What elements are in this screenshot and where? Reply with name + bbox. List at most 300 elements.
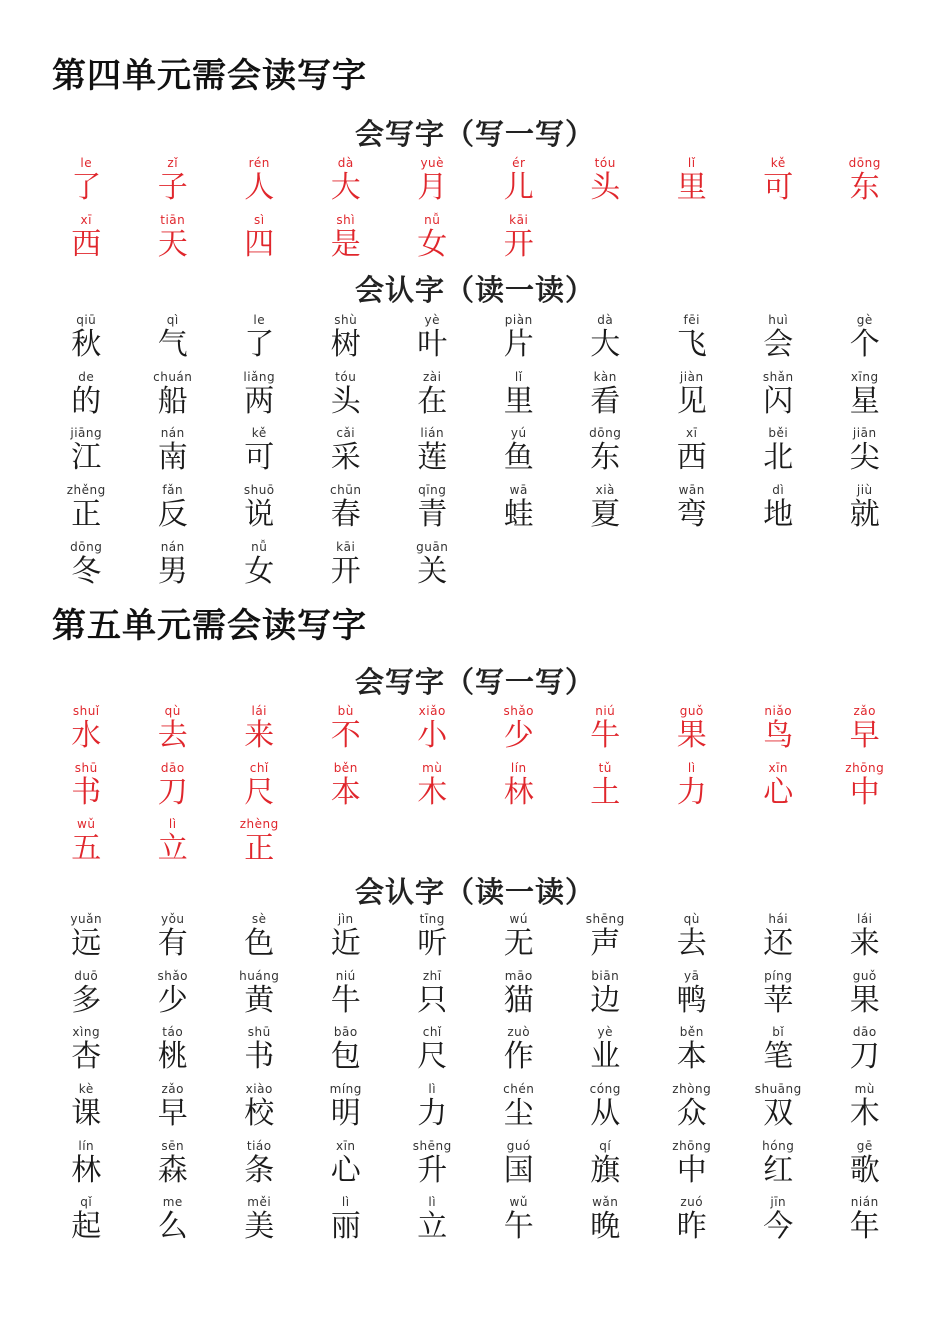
char-cell — [130, 761, 217, 818]
hanzi: 闪 — [763, 383, 794, 419]
char-cell — [43, 213, 130, 270]
char-cell — [216, 817, 303, 874]
hanzi: 反 — [157, 497, 188, 533]
pinyin: dōng — [589, 426, 622, 441]
hanzi: 头 — [330, 383, 361, 419]
char-cell — [43, 969, 130, 1026]
hanzi: 女 — [417, 226, 448, 262]
pinyin: xiǎo — [418, 704, 446, 718]
hanzi: 就 — [849, 497, 880, 533]
char-cell — [476, 1025, 563, 1082]
pinyin: shuǐ — [72, 704, 100, 718]
pinyin: dōng — [848, 156, 881, 170]
pinyin: shǎo — [157, 968, 189, 983]
char-cell — [303, 969, 390, 1026]
char-cell — [389, 1025, 476, 1082]
char-cell — [43, 1025, 130, 1082]
char-cell — [130, 704, 217, 761]
hanzi: 五 — [71, 831, 102, 867]
hanzi: 片 — [503, 327, 534, 362]
hanzi: 来 — [849, 926, 880, 961]
char-cell — [822, 426, 909, 483]
char-cell — [822, 370, 909, 427]
hanzi: 的 — [71, 383, 102, 419]
hanzi: 里 — [503, 383, 534, 419]
pinyin: zhèng — [239, 817, 279, 832]
pinyin: dōng — [70, 539, 103, 554]
char-cell — [649, 1082, 736, 1139]
char-cell — [43, 156, 130, 213]
hanzi: 国 — [503, 1152, 534, 1188]
char-cell — [649, 704, 736, 761]
pinyin: xìng — [72, 1025, 101, 1040]
hanzi: 子 — [157, 170, 188, 205]
hanzi: 森 — [157, 1152, 188, 1188]
char-cell — [562, 912, 649, 969]
pinyin: niú — [595, 704, 616, 718]
char-cell — [303, 1025, 390, 1082]
char-cell — [303, 370, 390, 427]
hanzi: 叶 — [417, 327, 448, 362]
char-cell — [562, 1082, 649, 1139]
char-cell — [216, 370, 303, 427]
pinyin: tiáo — [246, 1138, 272, 1153]
hanzi: 课 — [71, 1096, 102, 1132]
pinyin: le — [253, 313, 266, 327]
pinyin: yú — [510, 426, 527, 441]
char-cell — [389, 704, 476, 761]
char-cell — [649, 1195, 736, 1252]
char-cell — [562, 426, 649, 483]
pinyin: lǐ — [514, 369, 523, 384]
pinyin: liǎng — [243, 369, 276, 384]
char-cell — [303, 1139, 390, 1196]
hanzi: 蛙 — [503, 497, 534, 533]
pinyin: jīn — [770, 1195, 787, 1210]
pinyin: niǎo — [764, 704, 793, 718]
pinyin: hóng — [762, 1138, 795, 1153]
unit4-write-title: 会写字（写一写） — [354, 117, 595, 151]
pinyin: gē — [856, 1138, 873, 1153]
char-cell — [735, 969, 822, 1026]
hanzi: 明 — [330, 1096, 361, 1132]
hanzi: 杏 — [71, 1039, 102, 1075]
hanzi: 牛 — [330, 982, 361, 1018]
hanzi: 作 — [503, 1039, 534, 1075]
char-cell — [43, 483, 130, 540]
hanzi: 本 — [676, 1039, 707, 1075]
char-cell — [216, 1139, 303, 1196]
char-cell — [130, 213, 217, 270]
pinyin: běn — [679, 1025, 704, 1040]
hanzi: 从 — [590, 1096, 621, 1132]
char-cell — [822, 1139, 909, 1196]
hanzi: 人 — [244, 170, 275, 205]
hanzi: 可 — [763, 170, 794, 205]
pinyin: míng — [329, 1082, 362, 1097]
char-cell — [130, 912, 217, 969]
char-cell — [389, 540, 476, 597]
pinyin: mù — [422, 760, 443, 775]
hanzi: 歌 — [849, 1152, 880, 1188]
char-cell — [130, 1082, 217, 1139]
char-cell — [822, 313, 909, 370]
char-cell — [476, 313, 563, 370]
pinyin: shì — [336, 212, 356, 227]
char-cell — [389, 313, 476, 370]
hanzi: 牛 — [590, 718, 621, 753]
hanzi: 林 — [71, 1152, 102, 1188]
hanzi: 夏 — [590, 497, 621, 533]
pinyin: zǎo — [853, 704, 876, 718]
char-cell — [562, 370, 649, 427]
char-cell — [216, 156, 303, 213]
char-cell — [216, 313, 303, 370]
char-cell — [562, 313, 649, 370]
hanzi: 头 — [590, 170, 621, 205]
hanzi: 儿 — [503, 170, 534, 205]
hanzi: 包 — [330, 1039, 361, 1075]
hanzi: 校 — [244, 1096, 275, 1132]
unit5-write-title: 会写字（写一写） — [354, 665, 595, 699]
char-cell — [735, 313, 822, 370]
pinyin: gè — [856, 313, 873, 327]
hanzi: 众 — [676, 1096, 707, 1132]
hanzi: 中 — [676, 1152, 707, 1188]
pinyin: shū — [247, 1025, 271, 1040]
pinyin: shǎn — [762, 369, 794, 384]
char-cell — [735, 426, 822, 483]
char-cell — [216, 912, 303, 969]
pinyin: wā — [509, 483, 528, 498]
hanzi: 是 — [330, 226, 361, 262]
hanzi: 女 — [244, 553, 275, 589]
hanzi: 昨 — [676, 1209, 707, 1245]
pinyin: sì — [253, 212, 265, 227]
pinyin: jiāng — [70, 426, 103, 441]
char-cell — [303, 912, 390, 969]
char-cell — [735, 704, 822, 761]
char-cell — [735, 761, 822, 818]
hanzi: 声 — [590, 926, 621, 961]
char-cell — [649, 370, 736, 427]
char-cell — [130, 313, 217, 370]
hanzi: 少 — [503, 718, 534, 753]
pinyin: táo — [162, 1025, 184, 1040]
pinyin: qí — [599, 1138, 612, 1153]
pinyin: piàn — [504, 313, 533, 327]
char-cell — [649, 1025, 736, 1082]
char-cell — [389, 156, 476, 213]
pinyin: cǎi — [336, 426, 356, 441]
hanzi: 旗 — [590, 1152, 621, 1188]
char-cell — [303, 540, 390, 597]
hanzi: 说 — [244, 497, 275, 533]
hanzi: 船 — [157, 383, 188, 419]
char-cell — [562, 483, 649, 540]
pinyin: qù — [683, 912, 700, 926]
pinyin: xī — [686, 426, 698, 441]
char-cell — [562, 969, 649, 1026]
hanzi: 早 — [157, 1096, 188, 1132]
hanzi: 还 — [763, 926, 794, 961]
char-cell — [216, 761, 303, 818]
pinyin: měi — [247, 1195, 272, 1210]
char-cell — [562, 1195, 649, 1252]
hanzi: 莲 — [417, 440, 448, 476]
hanzi: 刀 — [157, 774, 188, 810]
hanzi: 刀 — [849, 1039, 880, 1075]
pinyin: dì — [772, 483, 785, 498]
pinyin: dà — [337, 156, 354, 170]
char-cell — [43, 426, 130, 483]
hanzi: 鱼 — [503, 440, 534, 476]
char-cell — [216, 1082, 303, 1139]
unit4-title: 第四单元需会读写字 — [52, 56, 367, 96]
hanzi: 会 — [763, 327, 794, 362]
pinyin: tǔ — [598, 760, 612, 775]
char-cell — [649, 912, 736, 969]
hanzi: 土 — [590, 774, 621, 810]
char-cell — [130, 156, 217, 213]
pinyin: shù — [334, 313, 358, 327]
hanzi: 力 — [417, 1096, 448, 1132]
hanzi: 开 — [330, 553, 361, 589]
pinyin: kě — [251, 426, 267, 441]
unit4-write-grid — [43, 156, 908, 269]
pinyin: běi — [768, 426, 789, 441]
hanzi: 东 — [590, 440, 621, 476]
pinyin: māo — [504, 968, 533, 983]
char-cell — [389, 370, 476, 427]
char-cell — [735, 483, 822, 540]
char-cell — [735, 370, 822, 427]
pinyin: nián — [850, 1195, 879, 1210]
pinyin: nǚ — [251, 539, 268, 554]
char-cell — [822, 1195, 909, 1252]
pinyin: lì — [168, 817, 177, 832]
char-cell — [130, 1025, 217, 1082]
pinyin: sēn — [161, 1138, 185, 1153]
char-cell — [303, 426, 390, 483]
unit5-read-title: 会认字（读一读） — [354, 875, 595, 909]
char-cell — [476, 1139, 563, 1196]
pinyin: zǎo — [161, 1082, 184, 1097]
hanzi: 么 — [157, 1209, 188, 1245]
char-cell — [130, 1139, 217, 1196]
char-cell — [476, 156, 563, 213]
pinyin: duō — [74, 968, 99, 983]
char-cell — [389, 969, 476, 1026]
char-cell — [562, 1139, 649, 1196]
char-cell — [303, 483, 390, 540]
hanzi: 晚 — [590, 1209, 621, 1245]
char-cell — [649, 426, 736, 483]
unit4-read-grid — [43, 313, 908, 596]
hanzi: 弯 — [676, 497, 707, 533]
hanzi: 果 — [676, 718, 707, 753]
pinyin: zhōng — [672, 1138, 712, 1153]
hanzi: 男 — [157, 553, 188, 589]
pinyin: bǐ — [772, 1025, 785, 1040]
char-cell — [476, 1082, 563, 1139]
char-cell — [822, 483, 909, 540]
pinyin: shēng — [585, 912, 625, 926]
pinyin: jìn — [337, 912, 354, 926]
pinyin: xīn — [768, 760, 789, 775]
hanzi: 丽 — [330, 1209, 361, 1245]
pinyin: huì — [768, 313, 789, 327]
hanzi: 远 — [71, 926, 102, 961]
hanzi: 早 — [849, 718, 880, 753]
unit4-read-title: 会认字（读一读） — [354, 273, 595, 307]
char-cell — [649, 313, 736, 370]
char-cell — [476, 912, 563, 969]
hanzi: 北 — [763, 440, 794, 476]
char-cell — [389, 1139, 476, 1196]
pinyin: rén — [248, 156, 270, 170]
char-cell — [216, 483, 303, 540]
hanzi: 南 — [157, 440, 188, 476]
pinyin: guǒ — [852, 968, 877, 983]
char-cell — [43, 540, 130, 597]
hanzi: 美 — [244, 1209, 275, 1245]
hanzi: 本 — [330, 774, 361, 810]
char-cell — [216, 540, 303, 597]
pinyin: yā — [684, 968, 700, 983]
char-cell — [562, 761, 649, 818]
hanzi: 天 — [157, 226, 188, 262]
char-cell — [562, 156, 649, 213]
hanzi: 去 — [157, 718, 188, 753]
pinyin: shēng — [412, 1138, 452, 1153]
hanzi: 鸭 — [676, 982, 707, 1018]
pinyin: nán — [160, 539, 185, 554]
hanzi: 边 — [590, 982, 621, 1018]
char-cell — [476, 1195, 563, 1252]
pinyin: nán — [160, 426, 185, 441]
pinyin: chén — [503, 1082, 535, 1097]
char-cell — [389, 483, 476, 540]
hanzi: 多 — [71, 982, 102, 1018]
char-cell — [216, 704, 303, 761]
char-cell — [822, 1025, 909, 1082]
pinyin: qù — [164, 704, 181, 718]
pinyin: lì — [428, 1082, 437, 1097]
char-cell — [735, 1195, 822, 1252]
pinyin: lì — [428, 1195, 437, 1210]
char-cell — [822, 761, 909, 818]
hanzi: 树 — [330, 327, 361, 362]
pinyin: ér — [512, 156, 526, 170]
pinyin: de — [78, 369, 95, 384]
hanzi: 采 — [330, 440, 361, 476]
hanzi: 冬 — [71, 553, 102, 589]
pinyin: lái — [856, 912, 873, 926]
hanzi: 心 — [763, 774, 794, 810]
hanzi: 业 — [590, 1039, 621, 1075]
pinyin: wān — [678, 483, 705, 498]
hanzi: 青 — [417, 497, 448, 533]
hanzi: 木 — [849, 1096, 880, 1132]
hanzi: 只 — [417, 982, 448, 1018]
char-cell — [562, 1025, 649, 1082]
pinyin: bù — [337, 704, 354, 718]
pinyin: lián — [420, 426, 445, 441]
pinyin: chǐ — [422, 1025, 442, 1040]
hanzi: 小 — [417, 718, 448, 753]
hanzi: 水 — [71, 718, 102, 753]
hanzi: 地 — [763, 497, 794, 533]
pinyin: yuǎn — [70, 912, 103, 926]
pinyin: tiān — [160, 212, 186, 227]
char-cell — [822, 704, 909, 761]
pinyin: chǐ — [249, 760, 269, 775]
char-cell — [649, 483, 736, 540]
char-cell — [389, 1195, 476, 1252]
hanzi: 苹 — [763, 982, 794, 1018]
pinyin: kě — [770, 156, 786, 170]
hanzi: 午 — [503, 1209, 534, 1245]
hanzi: 正 — [244, 831, 275, 867]
hanzi: 年 — [849, 1209, 880, 1245]
char-cell — [649, 969, 736, 1026]
hanzi: 双 — [763, 1096, 794, 1132]
char-cell — [735, 1025, 822, 1082]
pinyin: lín — [510, 760, 527, 775]
pinyin: wǎn — [592, 1195, 619, 1210]
char-cell — [216, 426, 303, 483]
pinyin: bāo — [333, 1025, 358, 1040]
hanzi: 林 — [503, 774, 534, 810]
pinyin: wǔ — [509, 1195, 528, 1210]
char-cell — [735, 156, 822, 213]
pinyin: me — [162, 1195, 183, 1210]
hanzi: 春 — [330, 497, 361, 533]
pinyin: xīng — [850, 369, 879, 384]
pinyin: zǐ — [167, 156, 179, 170]
char-cell — [216, 1195, 303, 1252]
hanzi: 尺 — [417, 1039, 448, 1075]
pinyin: xīn — [335, 1138, 356, 1153]
char-cell — [303, 1082, 390, 1139]
hanzi: 书 — [71, 774, 102, 810]
char-cell — [43, 313, 130, 370]
char-cell — [43, 912, 130, 969]
char-cell — [735, 1082, 822, 1139]
hanzi: 鸟 — [763, 718, 794, 753]
pinyin: fēi — [683, 313, 700, 327]
pinyin: nǚ — [424, 212, 441, 227]
hanzi: 色 — [244, 926, 275, 961]
hanzi: 了 — [244, 327, 275, 362]
hanzi: 可 — [244, 440, 275, 476]
pinyin: dà — [597, 313, 614, 327]
hanzi: 不 — [330, 718, 361, 753]
hanzi: 看 — [590, 383, 621, 419]
pinyin: kè — [78, 1082, 94, 1097]
pinyin: chuán — [153, 369, 193, 384]
char-cell — [43, 761, 130, 818]
pinyin: shuāng — [754, 1082, 802, 1097]
pinyin: lái — [251, 704, 268, 718]
char-cell — [130, 1195, 217, 1252]
pinyin: zhī — [422, 968, 442, 983]
hanzi: 月 — [417, 170, 448, 205]
pinyin: dāo — [852, 1025, 877, 1040]
hanzi: 里 — [676, 170, 707, 205]
hanzi: 少 — [157, 982, 188, 1018]
